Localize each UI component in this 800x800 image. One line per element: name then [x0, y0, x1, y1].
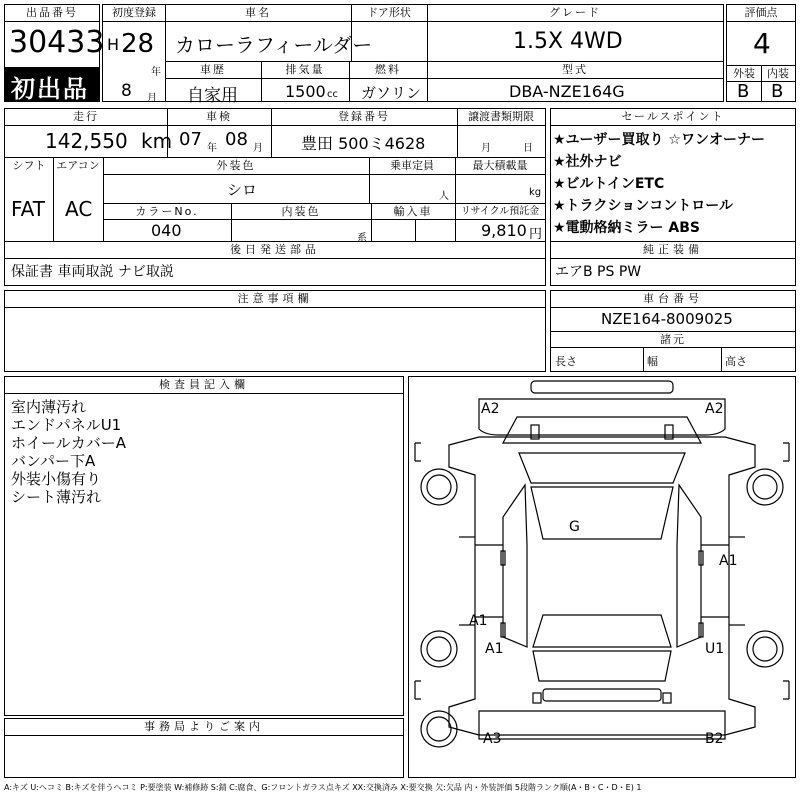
front-bumper-outline: [531, 381, 673, 393]
rear-bumper-outline: [543, 689, 661, 701]
rear-glass: [533, 615, 671, 647]
exterior-grade: B: [737, 81, 750, 102]
sales-points-label: セールスポイント: [621, 110, 725, 123]
chassis-label: 車台番号: [643, 292, 703, 305]
inspector-line-6: シート薄汚れ: [11, 488, 102, 506]
color-no: 040: [151, 221, 182, 240]
transfer-label: 譲渡書類期限: [468, 110, 534, 123]
later-parts-label: 後日発送部品: [230, 243, 320, 256]
office-label: 事務局よりご案内: [144, 720, 264, 733]
sales-point-1: ★ユーザー買取り ☆ワンオーナー: [553, 132, 765, 148]
reg-no-label: 登録番号: [338, 110, 390, 123]
interior-grade: B: [771, 81, 784, 102]
reg-no: 豊田 500ミ4628: [301, 134, 426, 153]
ext-color-label: 外装色: [216, 159, 256, 172]
door-label: ドア形状: [367, 6, 411, 19]
inspector-box: [4, 376, 404, 716]
car-diagram: [409, 377, 795, 777]
car-name: カローラフィールダー: [175, 33, 373, 57]
mark-left-rear-door: A1: [469, 613, 488, 629]
capacity-unit: 人: [439, 191, 449, 202]
inspection-label: 車検: [206, 110, 232, 123]
sales-point-4: ★トラクションコントロール: [553, 198, 733, 214]
shift-label: シフト: [12, 159, 46, 172]
displacement-label: 排気量: [285, 63, 325, 76]
grade-label: グレード: [549, 6, 601, 19]
notes-box: [4, 290, 546, 372]
vehicle-header-box: [102, 4, 724, 106]
mark-rear-right: B2: [705, 731, 724, 747]
year-unit: 年: [151, 67, 161, 78]
displacement: 1500: [285, 82, 326, 101]
ac-label: エアコン: [56, 159, 100, 172]
inspector-line-5: 外装小傷有り: [11, 470, 102, 488]
first-listing-text: 初出品: [11, 75, 89, 103]
standard-equipment-label: 純正装備: [643, 243, 703, 256]
mark-left-rear-wheel: A1: [485, 641, 504, 657]
mark-rear-left: A3: [483, 731, 502, 747]
era: H: [107, 35, 120, 54]
score-box: [726, 4, 796, 102]
legend: A:キズ U:ヘコミ B:キズを伴うヘコミ P:要塗装 W:補修跡 S:錆 C:腐食、G:フロントガラス点キズ XX:交換済み X:要交換 欠:欠品 内・外装評価 5段階ランク順(A・B・C・D・E) 1: [4, 783, 642, 792]
mark-right-rear-wheel: U1: [705, 641, 725, 657]
insp-month: 08: [225, 129, 248, 150]
details-box: [4, 108, 546, 286]
first-reg-label: 初度登録: [112, 6, 156, 19]
lot-box: [4, 4, 105, 103]
int-color-unit: 系: [357, 233, 367, 244]
displacement-unit: cc: [327, 89, 338, 100]
insp-year-unit: 年: [207, 143, 217, 154]
width-label: 幅: [647, 355, 658, 368]
mileage-label: 走行: [73, 110, 99, 123]
shift: FAT: [11, 197, 46, 221]
fuel-label: 燃料: [375, 63, 401, 76]
later-parts: 保証書 車両取説 ナビ取説: [11, 264, 174, 280]
interior-label: 内装: [767, 67, 789, 80]
sales-points-box: [550, 108, 796, 286]
inspector-line-3: ホイールカバーA: [11, 434, 126, 452]
damage-diagram-box: [408, 376, 796, 778]
transfer-day-unit: 日: [523, 143, 533, 154]
dimensions-label: 諸元: [660, 333, 686, 346]
inspector-line-1: 室内薄汚れ: [11, 398, 87, 416]
model: DBA-NZE164G: [509, 82, 625, 101]
mark-front-left: A2: [481, 401, 500, 417]
lot-no: 30433: [9, 25, 105, 60]
int-color-label: 内装色: [281, 205, 321, 218]
max-load-label: 最大積載量: [472, 159, 528, 172]
max-load-unit: kg: [529, 187, 542, 198]
mark-right-side: A1: [719, 553, 738, 569]
mileage-unit: km: [141, 129, 173, 153]
history: 自家用: [187, 86, 238, 106]
inspector-label: 検査員記入欄: [159, 378, 249, 391]
import-label: 輸入車: [393, 205, 433, 218]
reg-month: 8: [121, 81, 132, 101]
score-label: 評価点: [744, 6, 778, 19]
model-label: 型式: [562, 63, 588, 76]
car-name-label: 車名: [245, 6, 271, 19]
ac: AC: [65, 197, 93, 221]
inspector-line-4: バンパー下A: [11, 452, 96, 470]
chassis-box: [550, 290, 796, 372]
grade: 1.5X 4WD: [513, 29, 623, 54]
mileage: 142,550: [45, 129, 128, 153]
insp-year: 07: [179, 129, 202, 150]
transfer-month-unit: 月: [481, 143, 491, 154]
insp-month-unit: 月: [253, 143, 263, 154]
lot-no-label: 出品番号: [26, 6, 78, 19]
month-unit: 月: [147, 93, 157, 104]
sales-point-5: ★電動格納ミラー ABS: [553, 220, 701, 236]
inspector-line-2: エンドパネルU1: [11, 416, 122, 434]
body-outline: [449, 437, 755, 735]
ext-color: シロ: [227, 181, 258, 199]
recycle: 9,810: [481, 221, 527, 240]
color-no-label: カラーNo.: [135, 205, 199, 218]
wheel-front-left: [421, 469, 457, 505]
capacity-label: 乗車定員: [390, 159, 434, 172]
reg-year: 28: [121, 29, 155, 59]
chassis-no: NZE164-8009025: [601, 310, 733, 328]
length-label: 長さ: [555, 355, 577, 368]
exterior-label: 外装: [733, 67, 755, 80]
roof-outline: [531, 487, 673, 539]
height-label: 高さ: [725, 355, 747, 368]
score: 4: [753, 27, 771, 60]
sales-point-3: ★ビルトインETC: [553, 176, 665, 192]
recycle-label: リサイクル預託金: [460, 206, 540, 217]
mark-roof: G: [569, 519, 580, 535]
standard-equipment: エアB PS PW: [555, 264, 642, 280]
notes-label: 注意事項欄: [237, 292, 313, 305]
history-label: 車歴: [200, 63, 226, 76]
fuel: ガソリン: [361, 84, 422, 102]
office-box: [4, 718, 404, 778]
sales-point-2: ★社外ナビ: [553, 154, 622, 170]
windshield: [519, 453, 685, 483]
mark-front-right: A2: [705, 401, 724, 417]
recycle-unit: 円: [529, 227, 543, 242]
